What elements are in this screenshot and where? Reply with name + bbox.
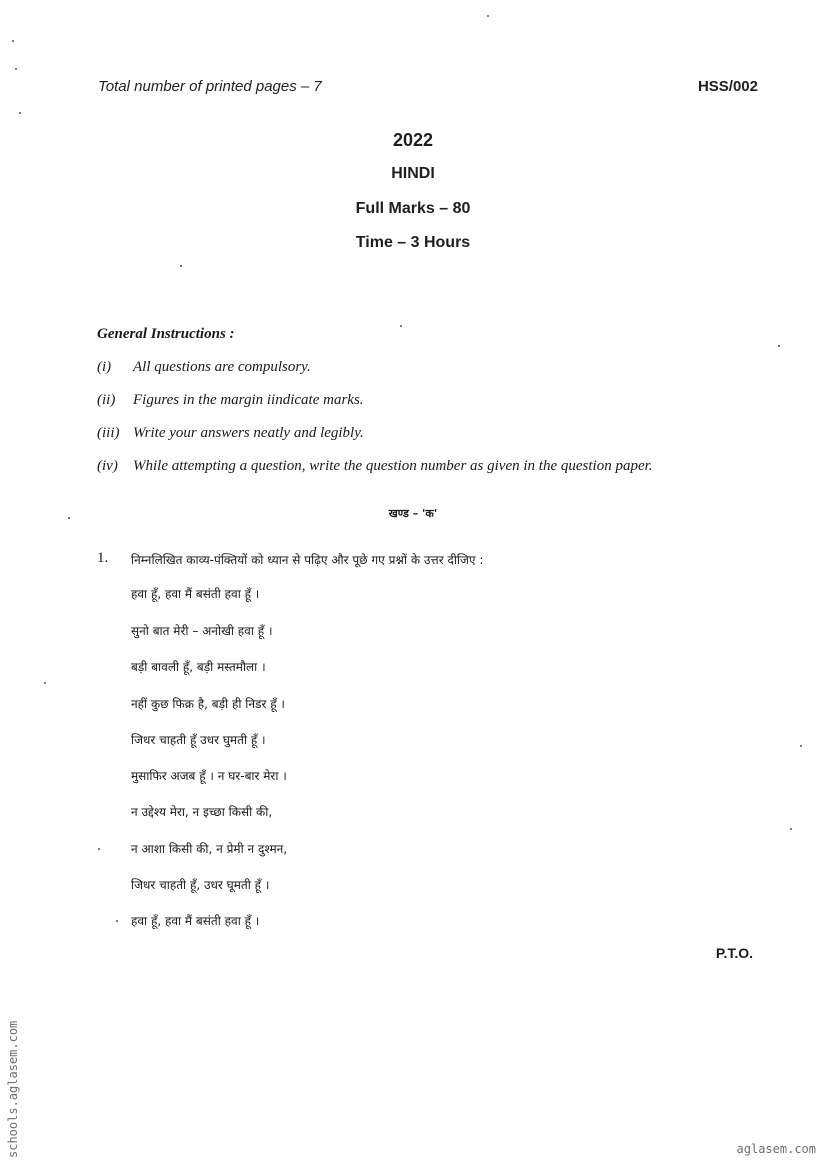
instruction-number: (ii) bbox=[97, 392, 116, 408]
full-marks: Full Marks – 80 bbox=[355, 200, 471, 217]
scan-speck bbox=[68, 517, 70, 519]
instruction-number: (iii) bbox=[97, 425, 120, 441]
exam-year: 2022 bbox=[392, 130, 434, 150]
instruction-text: All questions are compulsory. bbox=[133, 359, 311, 375]
scan-speck bbox=[15, 68, 17, 70]
instruction-number: (i) bbox=[97, 359, 112, 375]
poem-line: न उद्देश्य मेरा, न इच्छा किसी की, bbox=[131, 805, 273, 819]
poem-line: जिधर चाहती हूँ, उधर घूमती हूँ । bbox=[131, 878, 270, 892]
scan-speck bbox=[44, 682, 46, 684]
instruction-item bbox=[97, 458, 653, 475]
scan-speck bbox=[180, 265, 182, 267]
printed-pages-note: Total number of printed pages – 7 bbox=[98, 78, 322, 95]
scan-speck bbox=[116, 920, 118, 922]
scan-speck bbox=[800, 745, 802, 747]
poem-line: हवा हूँ, हवा मैं बसंती हवा हूँ । bbox=[131, 914, 260, 928]
section-title: खण्ड – 'क' bbox=[388, 507, 438, 520]
scan-speck bbox=[98, 848, 100, 850]
scan-speck bbox=[778, 345, 780, 347]
poem-line: हवा हूँ, हवा मैं बसंती हवा हूँ । bbox=[131, 587, 260, 601]
scan-speck bbox=[400, 325, 402, 327]
question-text: निम्नलिखित काव्य-पंक्तियों को ध्यान से पढ़िए और पूछे गए प्रश्नों के उत्तर दीजिए : bbox=[131, 553, 484, 567]
paper-code: HSS/002 bbox=[697, 78, 758, 95]
poem-line: मुसाफिर अजब हूँ । न घर-बार मेरा । bbox=[131, 769, 287, 783]
instruction-text: While attempting a question, write the question number as given in the question paper. bbox=[133, 458, 653, 474]
instructions-title: General Instructions : bbox=[97, 326, 235, 342]
question-number: 1. bbox=[97, 550, 109, 566]
exam-subject: HINDI bbox=[391, 165, 435, 182]
instruction-item bbox=[97, 392, 364, 409]
please-turn-over: P.T.O. bbox=[715, 945, 753, 961]
scan-speck bbox=[19, 112, 21, 114]
instruction-item bbox=[97, 359, 311, 376]
poem-line: जिधर चाहती हूँ उधर घुमती हूँ । bbox=[131, 733, 266, 747]
poem-line: सुनो बात मेरी – अनोखी हवा हूँ । bbox=[131, 624, 273, 638]
instruction-number: (iv) bbox=[97, 458, 118, 474]
poem-line: बड़ी बावली हूँ, बड़ी मस्तमौला । bbox=[131, 660, 266, 674]
scan-speck bbox=[12, 40, 14, 42]
poem-line: न आशा किसी की, न प्रेमी न दुश्मन, bbox=[131, 842, 288, 856]
bottom-watermark: aglasem.com bbox=[736, 1142, 816, 1156]
instruction-item bbox=[97, 425, 364, 442]
instruction-text: Figures in the margin iindicate marks. bbox=[133, 392, 364, 408]
exam-time: Time – 3 Hours bbox=[355, 234, 471, 251]
instruction-text: Write your answers neatly and legibly. bbox=[133, 425, 364, 441]
poem-line: नहीं कुछ फिक्र है, बड़ी ही निडर हूँ । bbox=[131, 697, 285, 711]
scan-speck bbox=[790, 828, 792, 830]
side-watermark: schools.aglasem.com bbox=[6, 1020, 20, 1158]
scan-speck bbox=[487, 15, 489, 17]
